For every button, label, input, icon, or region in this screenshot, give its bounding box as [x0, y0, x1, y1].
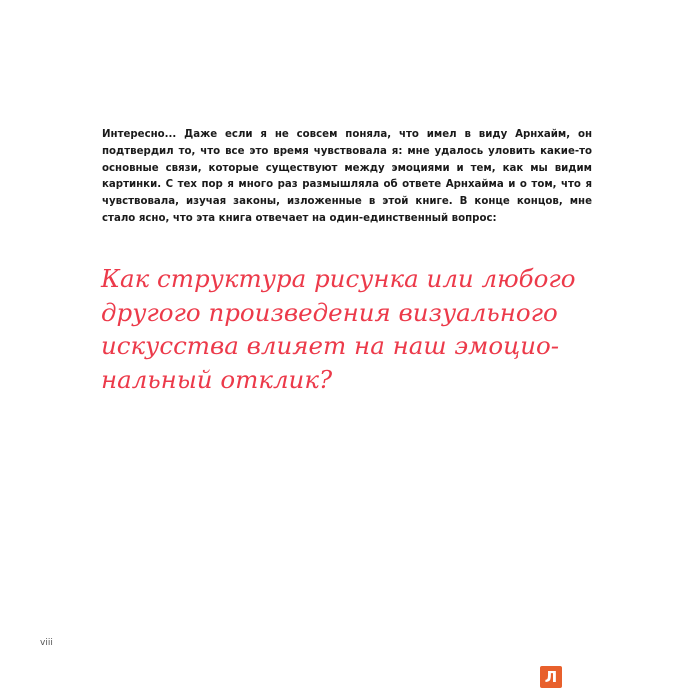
- pull-quote-line: искусства влияет на наш эмоцио-: [101, 331, 560, 360]
- publisher-logo-icon: Л: [540, 666, 562, 688]
- body-paragraph: Интересно... Даже если я не совсем поняла, что имел в виду Арнхайм, он подтвердил то, что все это время чувствовала я: мне удалось уловить какие-то основные связи, которые существуют между эмоциями и тем, как мы видим картинки. С тех пор я много раз размышляла об ответе Арнхайма и о том, что я чувствовала, изучая законы, изложенные в этой книге. В конце концов, мне стало ясно, что эта книга отвечает на один-единственный вопрос:: [102, 129, 592, 224]
- pull-quote-line: другого произведения визуального: [101, 297, 558, 327]
- pull-quote-line: Как структура рисунка или любого: [101, 264, 576, 293]
- pull-quote-line: нальный отклик?: [101, 364, 333, 394]
- page-number: viii: [40, 638, 53, 648]
- pull-quote: [101, 262, 576, 396]
